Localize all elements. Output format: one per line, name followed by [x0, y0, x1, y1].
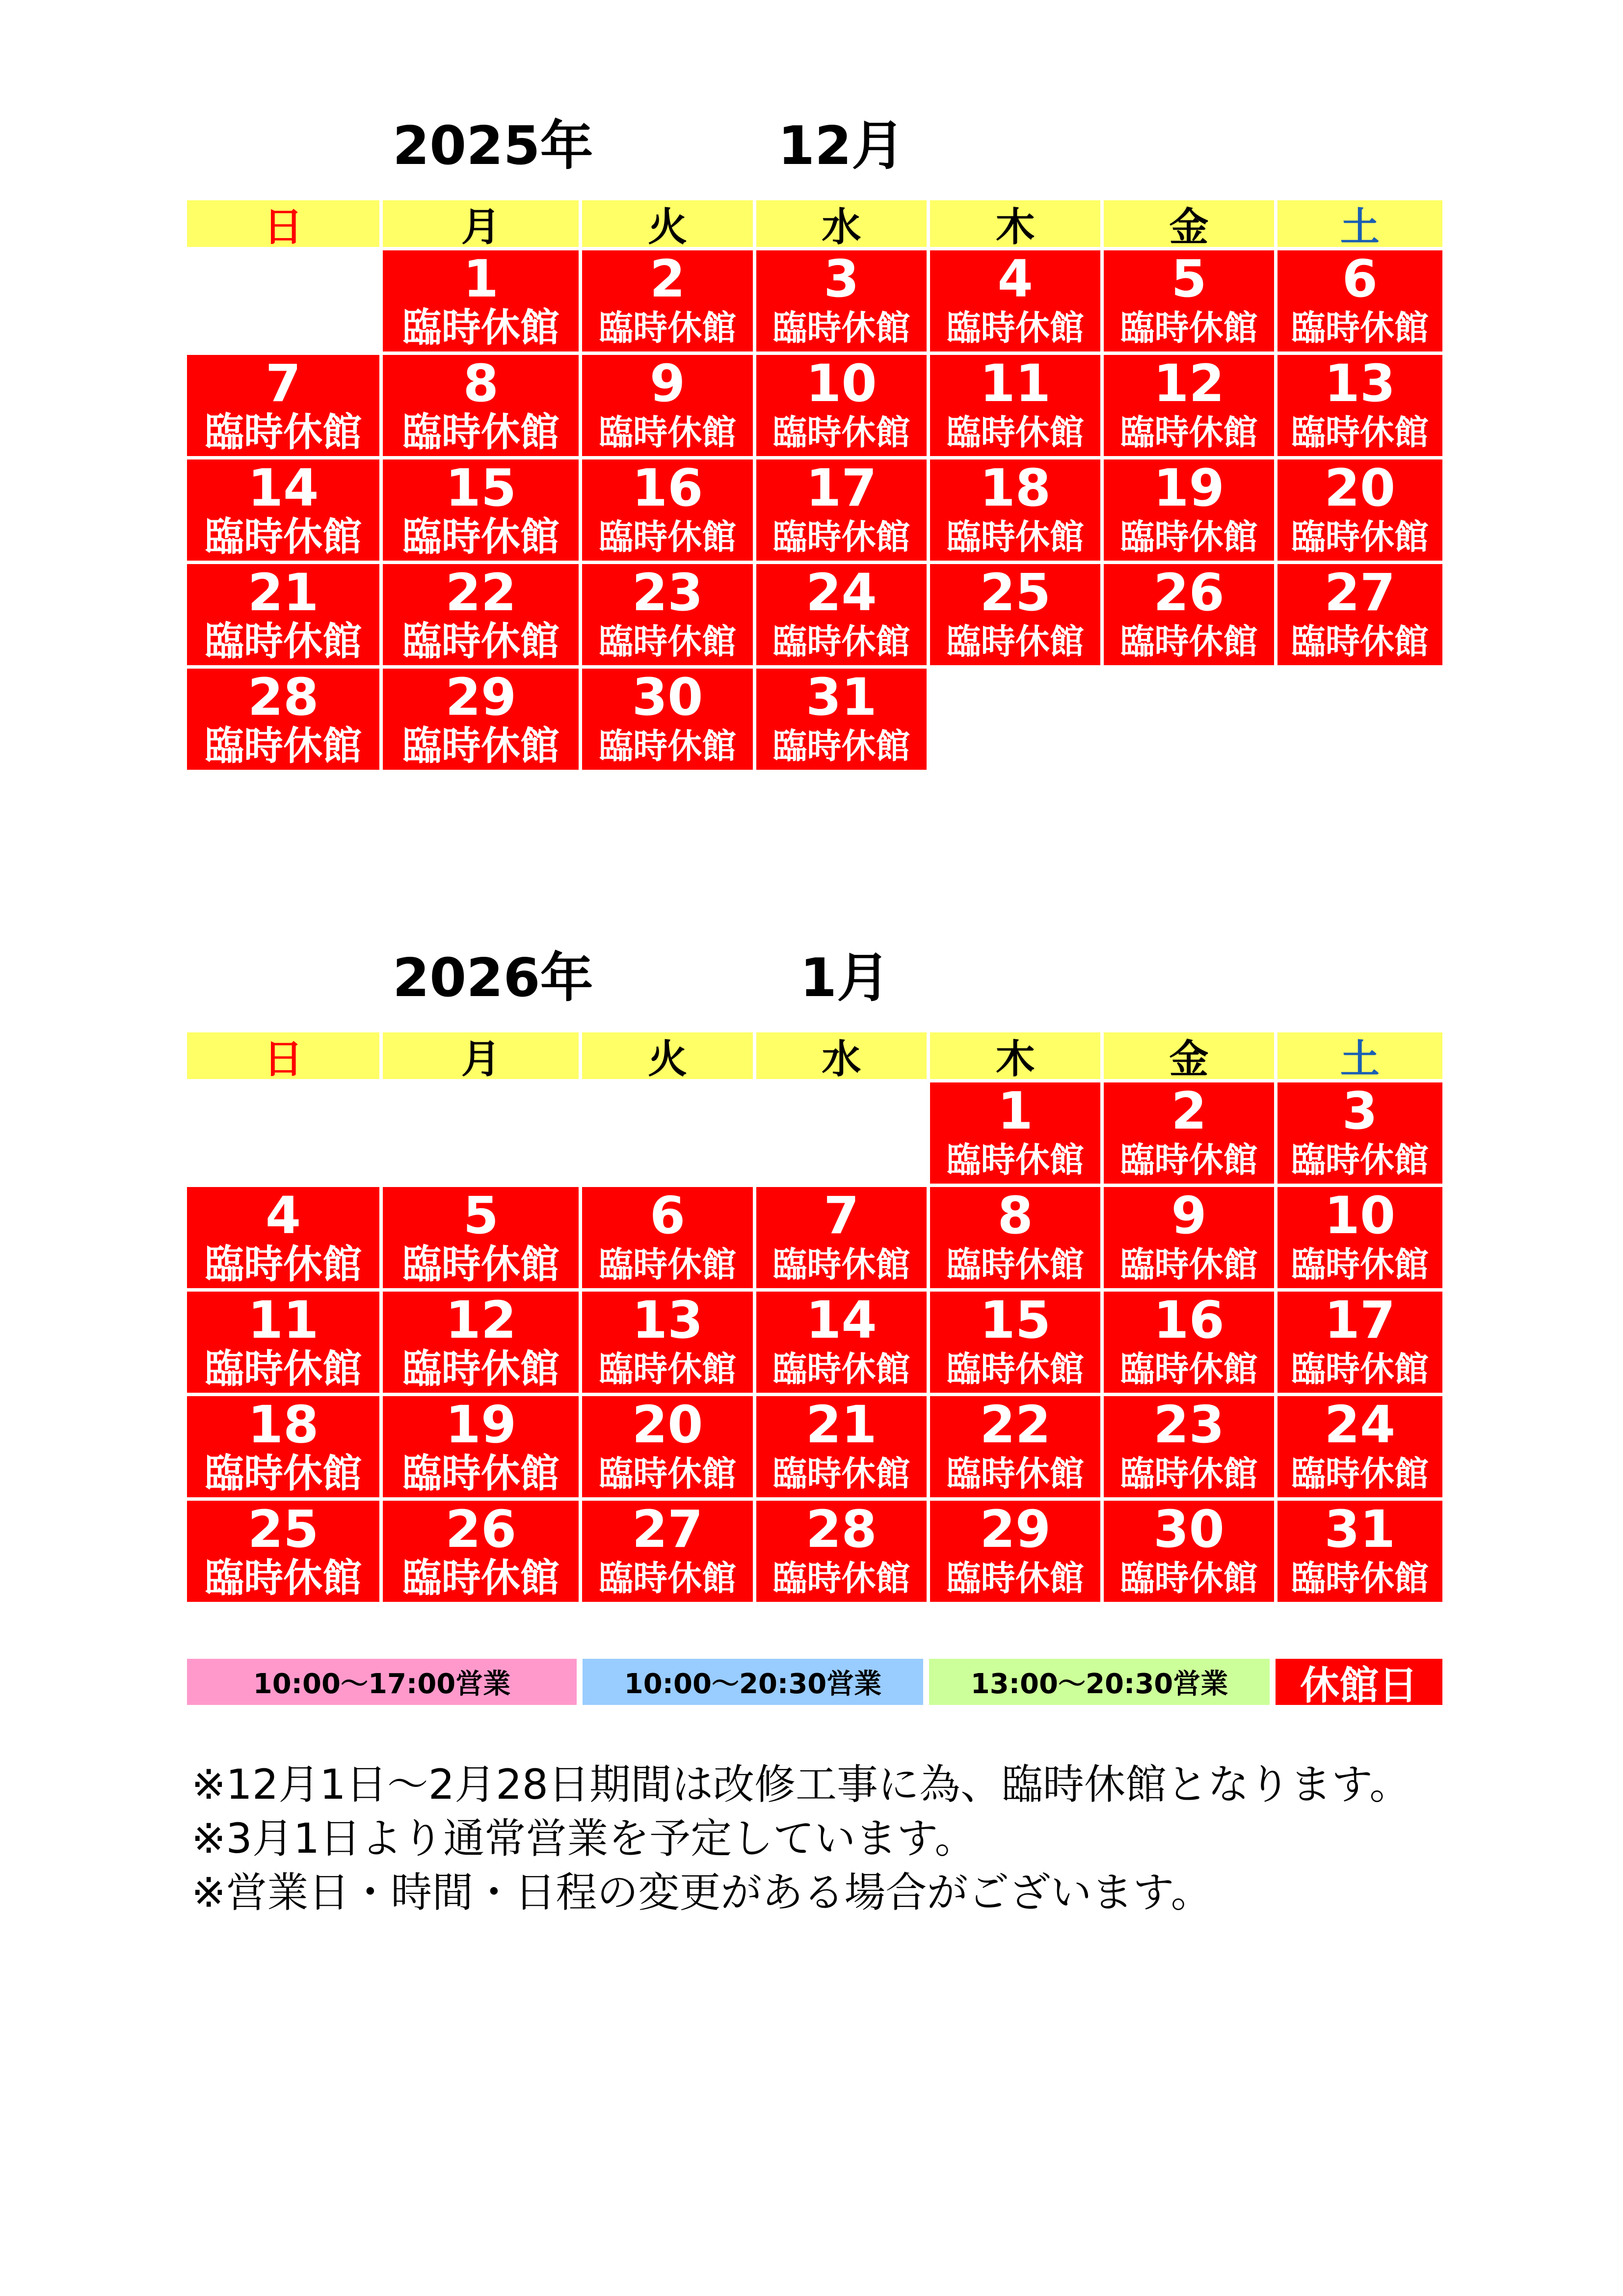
day-number: 22 — [445, 563, 517, 622]
day-number: 17 — [806, 458, 877, 518]
day-number: 1 — [463, 249, 499, 309]
weekday-header: 月 — [383, 1032, 579, 1079]
week-row — [187, 669, 1442, 770]
day-cell — [1104, 1082, 1274, 1184]
weekday-header: 日 — [187, 200, 379, 247]
day-cell — [756, 355, 927, 456]
weekday-header: 土 — [1277, 1032, 1442, 1079]
day-cell — [756, 1187, 927, 1288]
closed-label: 臨時休館 — [402, 514, 559, 560]
empty-cell — [582, 1082, 752, 1184]
week-row — [187, 250, 1442, 351]
closed-label: 臨時休館 — [205, 1346, 362, 1392]
day-cell — [756, 250, 927, 351]
empty-cell — [930, 669, 1100, 770]
day-cell — [582, 1501, 752, 1602]
closed-label: 臨時休館 — [1291, 517, 1429, 557]
day-number: 27 — [632, 1499, 703, 1559]
note-closure-period: ※12月1日～2月28日期間は改修工事に為、臨時休館となります。 — [191, 1760, 1411, 1809]
week-row — [187, 1292, 1442, 1393]
closed-label: 臨時休館 — [1291, 1140, 1429, 1180]
day-cell — [1277, 564, 1442, 665]
closed-label: 臨時休館 — [1291, 1558, 1429, 1598]
calendar-grid — [187, 1032, 1442, 1605]
closed-label: 臨時休館 — [1120, 1349, 1258, 1389]
day-cell — [187, 669, 379, 770]
weekday-header-row — [187, 200, 1442, 250]
day-number: 2 — [1171, 1081, 1207, 1141]
day-number: 31 — [806, 667, 877, 727]
empty-cell — [1277, 669, 1442, 770]
closed-label: 臨時休館 — [946, 621, 1084, 662]
closed-label: 臨時休館 — [599, 621, 737, 662]
closed-label: 臨時休館 — [946, 412, 1084, 453]
day-number: 30 — [632, 667, 703, 727]
day-cell — [1277, 355, 1442, 456]
closed-label: 臨時休館 — [946, 308, 1084, 348]
day-number: 29 — [445, 667, 517, 727]
day-number: 21 — [247, 563, 319, 622]
day-number: 19 — [445, 1395, 517, 1455]
closed-label: 臨時休館 — [946, 1558, 1084, 1598]
weekday-header: 土 — [1277, 200, 1442, 247]
closed-label: 臨時休館 — [402, 1346, 559, 1392]
day-number: 21 — [806, 1395, 877, 1455]
closed-label: 臨時休館 — [599, 1454, 737, 1494]
day-cell — [756, 564, 927, 665]
day-cell — [582, 564, 752, 665]
day-number: 6 — [1342, 249, 1378, 309]
closed-label: 臨時休館 — [1120, 1454, 1258, 1494]
day-number: 28 — [247, 667, 319, 727]
year-label: 2025年 — [393, 115, 593, 177]
day-cell — [1277, 459, 1442, 561]
day-number: 23 — [1153, 1395, 1224, 1455]
closed-label: 臨時休館 — [772, 308, 910, 348]
closed-label: 臨時休館 — [946, 1349, 1084, 1389]
day-cell — [930, 1292, 1100, 1393]
empty-cell — [187, 250, 379, 351]
closed-label: 臨時休館 — [205, 723, 362, 769]
day-cell — [582, 1292, 752, 1393]
closed-label: 臨時休館 — [946, 1454, 1084, 1494]
week-row — [187, 1082, 1442, 1184]
day-number: 12 — [1153, 353, 1224, 413]
day-number: 3 — [1342, 1081, 1378, 1141]
day-number: 15 — [445, 458, 517, 518]
day-cell — [756, 1292, 927, 1393]
closed-label: 臨時休館 — [772, 621, 910, 662]
day-number: 11 — [980, 353, 1051, 413]
note-schedule-change: ※営業日・時間・日程の変更がある場合がございます。 — [191, 1868, 1212, 1917]
day-cell — [930, 1501, 1100, 1602]
day-cell — [582, 250, 752, 351]
day-cell — [756, 1501, 927, 1602]
day-number: 7 — [824, 1186, 859, 1245]
day-cell — [1277, 1396, 1442, 1497]
day-number: 26 — [1153, 563, 1224, 622]
day-number: 6 — [649, 1186, 686, 1245]
day-number: 20 — [1324, 458, 1396, 518]
legend — [187, 1659, 1442, 1708]
closed-label: 臨時休館 — [402, 619, 559, 664]
closed-label: 臨時休館 — [1291, 308, 1429, 348]
closed-label: 臨時休館 — [205, 514, 362, 560]
weekday-header: 火 — [582, 200, 752, 247]
closed-label: 臨時休館 — [1120, 308, 1258, 348]
closed-label: 臨時休館 — [946, 1140, 1084, 1180]
day-cell — [1104, 1187, 1274, 1288]
day-number: 13 — [1324, 353, 1396, 413]
day-cell — [756, 669, 927, 770]
legend-hours-10-17: 10:00～17:00営業 — [187, 1659, 577, 1705]
day-number: 19 — [1153, 458, 1224, 518]
day-number: 17 — [1324, 1290, 1396, 1350]
closed-label: 臨時休館 — [599, 1558, 737, 1598]
day-cell — [383, 1292, 579, 1393]
weekday-header: 月 — [383, 200, 579, 247]
weekday-header-row — [187, 1032, 1442, 1082]
empty-cell — [383, 1082, 579, 1184]
day-cell — [582, 1187, 752, 1288]
day-number: 3 — [824, 249, 859, 309]
closed-label: 臨時休館 — [1291, 621, 1429, 662]
closed-label: 臨時休館 — [772, 1244, 910, 1285]
note-reopening: ※3月1日より通常営業を予定しています。 — [191, 1814, 976, 1863]
weekday-header: 金 — [1104, 1032, 1274, 1079]
week-row — [187, 564, 1442, 665]
closed-label: 臨時休館 — [599, 726, 737, 766]
day-cell — [383, 355, 579, 456]
legend-closed: 休館日 — [1276, 1659, 1442, 1705]
day-cell — [756, 1396, 927, 1497]
day-number: 8 — [997, 1186, 1033, 1245]
closed-label: 臨時休館 — [1291, 1454, 1429, 1494]
day-cell — [582, 459, 752, 561]
day-number: 10 — [806, 353, 877, 413]
day-number: 5 — [1171, 249, 1207, 309]
day-cell — [1104, 355, 1274, 456]
closed-label: 臨時休館 — [205, 1242, 362, 1287]
day-number: 15 — [980, 1290, 1051, 1350]
day-cell — [1277, 1187, 1442, 1288]
day-number: 9 — [649, 353, 686, 413]
closed-label: 臨時休館 — [1120, 1244, 1258, 1285]
closed-label: 臨時休館 — [205, 619, 362, 664]
closed-label: 臨時休館 — [205, 1555, 362, 1601]
day-cell — [582, 1396, 752, 1497]
week-row — [187, 459, 1442, 561]
week-row — [187, 1187, 1442, 1288]
closed-label: 臨時休館 — [772, 726, 910, 766]
day-cell — [930, 355, 1100, 456]
day-number: 14 — [247, 458, 319, 518]
day-cell — [582, 355, 752, 456]
closed-label: 臨時休館 — [772, 517, 910, 557]
day-number: 9 — [1171, 1186, 1207, 1245]
day-cell — [1277, 1082, 1442, 1184]
closed-label: 臨時休館 — [402, 1451, 559, 1496]
closed-label: 臨時休館 — [1291, 412, 1429, 453]
month-label: 1月 — [800, 947, 890, 1009]
closed-label: 臨時休館 — [1120, 1558, 1258, 1598]
calendar-grid — [187, 200, 1442, 773]
day-number: 16 — [1153, 1290, 1224, 1350]
week-row — [187, 1501, 1442, 1602]
day-number: 5 — [463, 1186, 499, 1245]
day-number: 16 — [632, 458, 703, 518]
day-cell — [187, 1292, 379, 1393]
day-cell — [1277, 250, 1442, 351]
day-cell — [1104, 250, 1274, 351]
day-number: 1 — [997, 1081, 1033, 1141]
day-number: 8 — [463, 353, 499, 413]
day-cell — [383, 669, 579, 770]
day-number: 2 — [649, 249, 686, 309]
year-label: 2026年 — [393, 947, 593, 1009]
day-number: 30 — [1153, 1499, 1224, 1559]
day-number: 4 — [265, 1186, 301, 1245]
closed-label: 臨時休館 — [402, 409, 559, 455]
weekday-header: 水 — [756, 1032, 927, 1079]
day-number: 20 — [632, 1395, 703, 1455]
day-number: 7 — [265, 353, 301, 413]
day-cell — [187, 1396, 379, 1497]
day-cell — [1104, 564, 1274, 665]
day-cell — [383, 1187, 579, 1288]
day-cell — [383, 459, 579, 561]
weekday-header: 木 — [930, 1032, 1100, 1079]
closed-label: 臨時休館 — [946, 1244, 1084, 1285]
day-number: 24 — [806, 563, 877, 622]
day-number: 27 — [1324, 563, 1396, 622]
closed-label: 臨時休館 — [599, 517, 737, 557]
closed-label: 臨時休館 — [772, 1349, 910, 1389]
month-label: 12月 — [778, 115, 905, 177]
day-cell — [930, 1082, 1100, 1184]
day-cell — [1277, 1292, 1442, 1393]
legend-hours-10-2030: 10:00～20:30営業 — [583, 1659, 923, 1705]
weekday-header: 木 — [930, 200, 1100, 247]
day-cell — [187, 1501, 379, 1602]
closed-label: 臨時休館 — [205, 409, 362, 455]
day-cell — [930, 250, 1100, 351]
day-number: 29 — [980, 1499, 1051, 1559]
closed-label: 臨時休館 — [1120, 621, 1258, 662]
weekday-header: 水 — [756, 200, 927, 247]
closed-label: 臨時休館 — [402, 723, 559, 769]
closed-label: 臨時休館 — [599, 1244, 737, 1285]
day-cell — [383, 1396, 579, 1497]
closed-label: 臨時休館 — [946, 517, 1084, 557]
day-cell — [187, 459, 379, 561]
day-cell — [756, 459, 927, 561]
day-number: 31 — [1324, 1499, 1396, 1559]
day-cell — [187, 355, 379, 456]
day-cell — [383, 1501, 579, 1602]
notes — [191, 1757, 1410, 1919]
day-number: 13 — [632, 1290, 703, 1350]
empty-cell — [756, 1082, 927, 1184]
day-number: 14 — [806, 1290, 877, 1350]
day-number: 25 — [247, 1499, 319, 1559]
day-cell — [930, 1396, 1100, 1497]
day-number: 18 — [980, 458, 1051, 518]
day-cell — [383, 564, 579, 665]
week-row — [187, 355, 1442, 456]
day-number: 26 — [445, 1499, 517, 1559]
closed-label: 臨時休館 — [1120, 517, 1258, 557]
day-number: 10 — [1324, 1186, 1396, 1245]
closed-label: 臨時休館 — [402, 305, 559, 351]
day-cell — [930, 1187, 1100, 1288]
closed-label: 臨時休館 — [1120, 1140, 1258, 1180]
day-number: 25 — [980, 563, 1051, 622]
closed-label: 臨時休館 — [772, 1454, 910, 1494]
day-number: 4 — [997, 249, 1033, 309]
closed-label: 臨時休館 — [772, 412, 910, 453]
day-cell — [187, 564, 379, 665]
closed-label: 臨時休館 — [402, 1555, 559, 1601]
week-row — [187, 1396, 1442, 1497]
day-cell — [383, 250, 579, 351]
closed-label: 臨時休館 — [402, 1242, 559, 1287]
day-cell — [582, 669, 752, 770]
weekday-header: 火 — [582, 1032, 752, 1079]
weekday-header: 金 — [1104, 200, 1274, 247]
day-cell — [1104, 1292, 1274, 1393]
closed-label: 臨時休館 — [599, 1349, 737, 1389]
day-number: 11 — [247, 1290, 319, 1350]
day-cell — [1277, 1501, 1442, 1602]
closed-label: 臨時休館 — [1291, 1349, 1429, 1389]
day-cell — [1104, 1396, 1274, 1497]
day-number: 23 — [632, 563, 703, 622]
empty-cell — [187, 1082, 379, 1184]
closed-label: 臨時休館 — [599, 412, 737, 453]
day-number: 22 — [980, 1395, 1051, 1455]
closed-label: 臨時休館 — [1120, 412, 1258, 453]
day-cell — [1104, 459, 1274, 561]
day-number: 28 — [806, 1499, 877, 1559]
closed-label: 臨時休館 — [772, 1558, 910, 1598]
closed-label: 臨時休館 — [1291, 1244, 1429, 1285]
closed-label: 臨時休館 — [205, 1451, 362, 1496]
day-cell — [930, 564, 1100, 665]
day-cell — [187, 1187, 379, 1288]
day-number: 24 — [1324, 1395, 1396, 1455]
day-number: 18 — [247, 1395, 319, 1455]
weekday-header: 日 — [187, 1032, 379, 1079]
legend-hours-13-2030: 13:00～20:30営業 — [929, 1659, 1270, 1705]
day-cell — [930, 459, 1100, 561]
day-number: 12 — [445, 1290, 517, 1350]
closed-label: 臨時休館 — [599, 308, 737, 348]
day-cell — [1104, 1501, 1274, 1602]
empty-cell — [1104, 669, 1274, 770]
